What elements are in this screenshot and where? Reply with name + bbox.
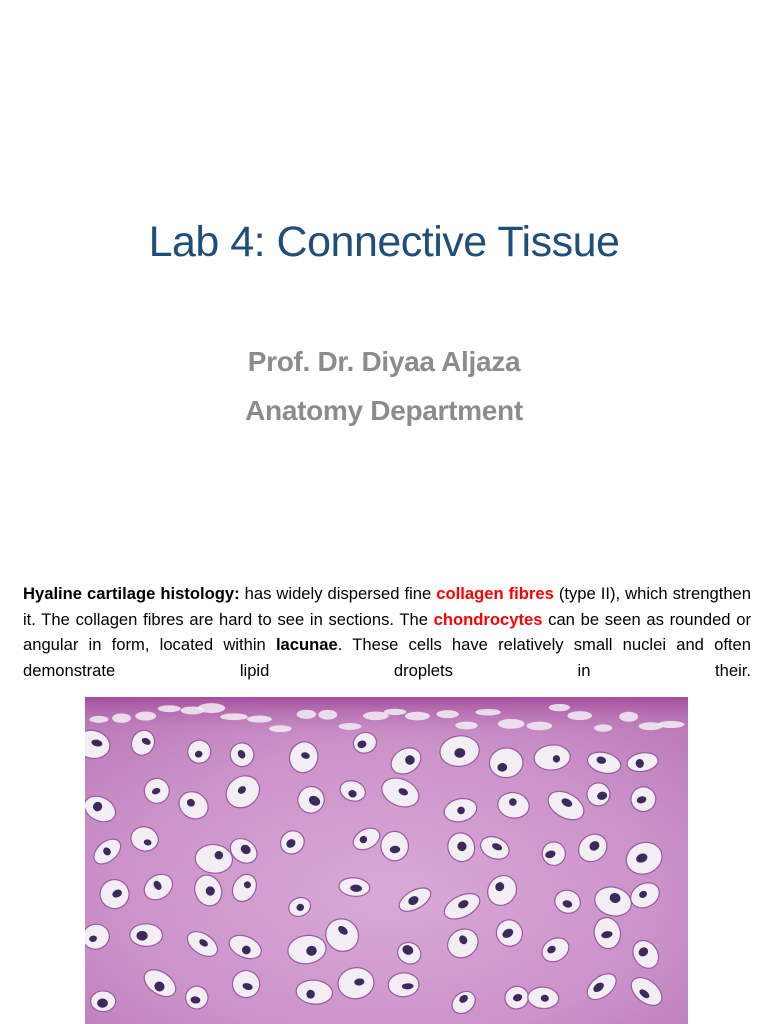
perichondrium-cell (475, 709, 500, 716)
perichondrium-cell (198, 703, 225, 713)
perichondrium-cell (89, 716, 108, 723)
lacuna (91, 991, 116, 1012)
perichondrium-cell (567, 711, 592, 720)
perichondrium-cell (247, 716, 272, 723)
description-paragraph (23, 581, 751, 683)
perichondrium-cell (436, 710, 458, 718)
highlight-collagen-fibres: collagen fibres (436, 584, 554, 603)
description-term-lacunae: lacunae (275, 635, 338, 654)
perichondrium-cell (455, 722, 478, 730)
description-text-2: (type II), which strengthen it. The collagen fibres are hard to see in sections. The (23, 584, 752, 629)
perichondrium-cell (594, 724, 612, 731)
perichondrium-cell (384, 709, 407, 715)
perichondrium-cell (318, 710, 337, 720)
perichondrium-cell (498, 719, 525, 729)
perichondrium-cell (158, 705, 181, 712)
description-text-1: has widely dispersed fine (239, 584, 437, 603)
perichondrium-cell (619, 712, 638, 722)
highlight-chondrocytes: chondrocytes (433, 609, 543, 629)
perichondrium-cell (112, 713, 131, 723)
perichondrium-cell (135, 711, 156, 720)
perichondrium-cell (549, 704, 570, 711)
slide-subtitle-department: Anatomy Department (245, 395, 523, 426)
perichondrium-cell (658, 721, 685, 728)
description-text-4: . These cells have relatively small nuclei and often demonstrate lipid droplets in their. (23, 635, 751, 680)
lacuna (130, 924, 163, 947)
perichondrium-cell (220, 713, 248, 720)
slide-title: Lab 4: Connective Tissue (148, 218, 620, 266)
perichondrium-cell (339, 723, 362, 730)
description-text-3: can be seen as rounded or angular in form, located within (23, 609, 751, 654)
perichondrium-cell (527, 722, 552, 731)
perichondrium-cell (269, 725, 291, 732)
description-term: Hyaline cartilage histology: (23, 584, 240, 603)
perichondrium-cell (297, 710, 317, 719)
lacuna (388, 972, 420, 997)
perichondrium-cell (405, 712, 430, 721)
hyaline-cartilage-micrograph (85, 697, 688, 1024)
slide-subtitle-author: Prof. Dr. Diyaa Aljaza (247, 346, 521, 377)
